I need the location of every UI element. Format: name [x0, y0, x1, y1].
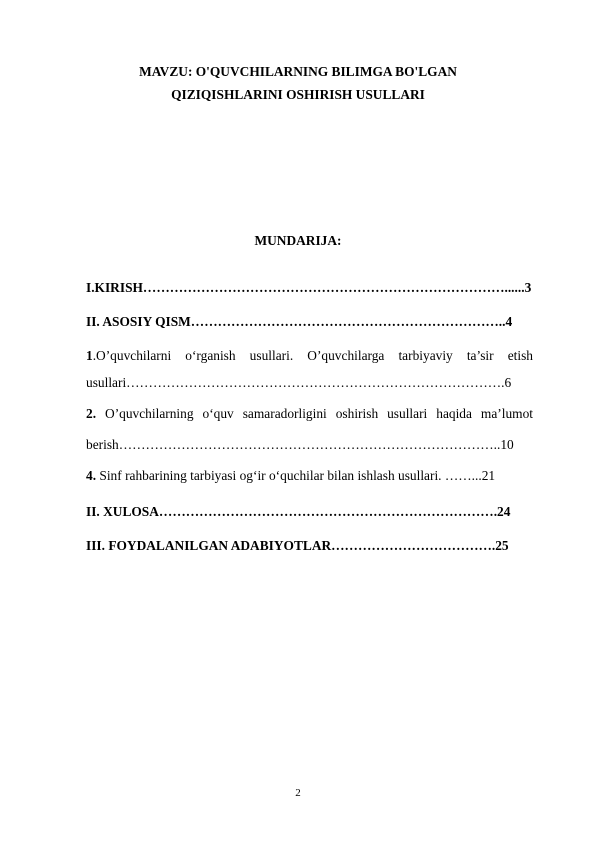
- toc-entry-2-number: 2.: [86, 406, 97, 421]
- toc-entry-2-text: O’quvchilarning o‘quv samaradorligini oshirish usullari haqida ma’lumot: [96, 406, 533, 421]
- toc-entry-xulosa: II. XULOSA………………………………………………………………….24: [86, 504, 511, 519]
- toc-entry-2: [86, 405, 533, 423]
- toc-entry-1-continuation: usullari………………………………………………………………………….6: [86, 375, 512, 390]
- toc-entry-1-text: .O’quvchilarni o‘rganish usullari. O’quvchilarga tarbiyaviy ta’sir etish: [92, 348, 533, 363]
- toc-entry-4-number: 4.: [86, 468, 97, 483]
- toc-entry-adabiyotlar: III. FOYDALANILGAN ADABIYOTLAR……………………………….25: [86, 538, 509, 553]
- toc-entry-1-number: 1: [86, 348, 93, 363]
- page-number: 2: [295, 787, 301, 799]
- title-line-1: MAVZU: O'QUVCHILARNING BILIMGA BO'LGAN: [139, 64, 457, 79]
- toc-entry-1: [86, 347, 533, 365]
- contents-heading: MUNDARIJA:: [254, 233, 342, 248]
- toc-entry-4: [86, 467, 533, 485]
- toc-entry-kirish: I.KIRISH………………………………………………………………………......3: [86, 280, 532, 295]
- toc-entry-4-text: Sinf rahbarining tarbiyasi og‘ir o‘quchilar bilan ishlash usullari. ……...21: [96, 468, 496, 483]
- toc-entry-2-continuation: berish…………………………………………………………………………..10: [86, 437, 514, 452]
- toc-entry-asosiy-qism: II. ASOSIY QISM……………………………………………………………..4: [86, 314, 513, 329]
- title-line-2: QIZIQISHLARINI OSHIRISH USULLARI: [171, 87, 425, 102]
